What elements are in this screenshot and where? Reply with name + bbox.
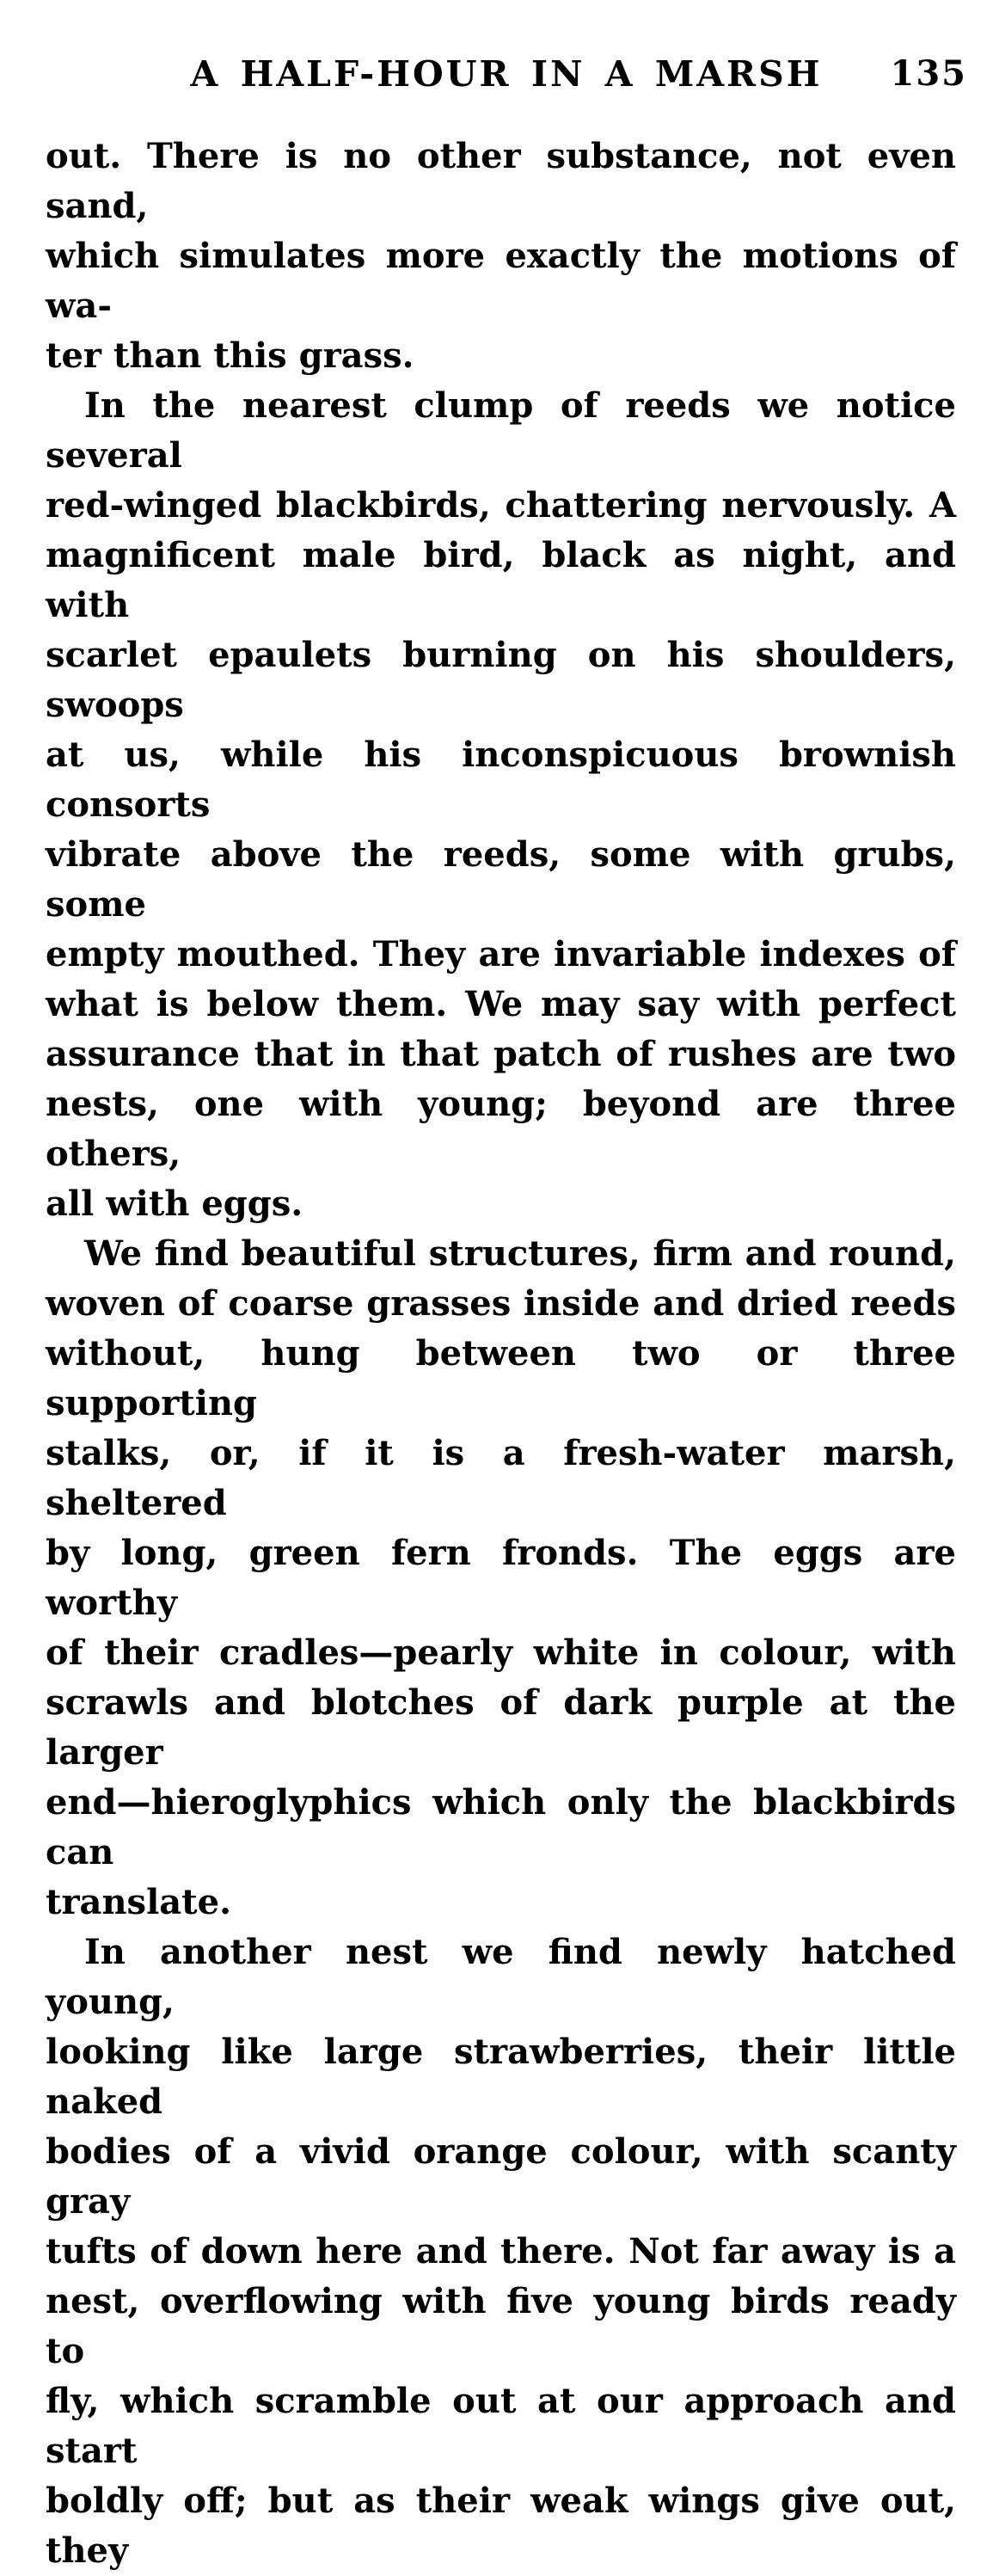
text-line: out. There is no other substance, not even sand, [46, 136, 956, 226]
text-line: In another nest we find newly hatched young, [46, 1932, 956, 2022]
text-line: assurance that in that patch of rushes are two [46, 1034, 956, 1074]
text-line: In the nearest clump of reeds we notice several [46, 385, 956, 476]
page-header [46, 53, 967, 95]
text-line: We find beautiful structures, firm and round, [84, 1233, 956, 1274]
page-body [46, 132, 956, 2576]
text-line: end—hieroglyphics which only the blackbirds can [46, 1782, 956, 1872]
text-line: nest, overflowing with five young birds ready to [46, 2281, 956, 2371]
text-line: all with eggs. [46, 1183, 303, 1224]
text-line: tufts of down here and there. Not far away is a [46, 2231, 956, 2272]
text-line: what is below them. We may say with perfect [46, 984, 956, 1024]
page-number: 135 [890, 53, 967, 94]
text-line: boldly off; but as their weak wings give out, they [46, 2481, 956, 2571]
text-line: stalks, or, if it is a fresh-water marsh, sheltered [46, 1433, 956, 1523]
text-line: looking like large strawberries, their little naked [46, 2032, 956, 2122]
text-line: which simulates more exactly the motions of wa- [46, 236, 956, 326]
text-line: nests, one with young; beyond are three others, [46, 1084, 956, 1174]
running-title: A HALF-HOUR IN A MARSH [190, 53, 823, 95]
text-line: red-winged blackbirds, chattering nervously. A [46, 485, 956, 526]
text-line: magnificent male bird, black as night, and with [46, 535, 956, 625]
text-line: fly, which scramble out at our approach and start [46, 2381, 956, 2471]
text-line: at us, while his inconspicuous brownish consorts [46, 735, 956, 825]
text-line: vibrate above the reeds, some with grubs, some [46, 834, 956, 925]
text-line: woven of coarse grasses inside and dried reeds [46, 1283, 956, 1324]
text-line: scarlet epaulets burning on his shoulders, swoops [46, 635, 956, 725]
text-line: by long, green fern fronds. The eggs are worthy [46, 1533, 956, 1623]
text-line: translate. [46, 1882, 232, 1922]
text-line: scrawls and blotches of dark purple at the larger [46, 1682, 956, 1773]
text-line: of their cradles—pearly white in colour, with [46, 1632, 956, 1673]
text-line: empty mouthed. They are invariable indexes of [46, 934, 956, 974]
text-line: bodies of a vivid orange colour, with scanty gray [46, 2131, 956, 2222]
text-line: without, hung between two or three supporting [46, 1333, 956, 1423]
text-line: ter than this grass. [46, 335, 414, 376]
